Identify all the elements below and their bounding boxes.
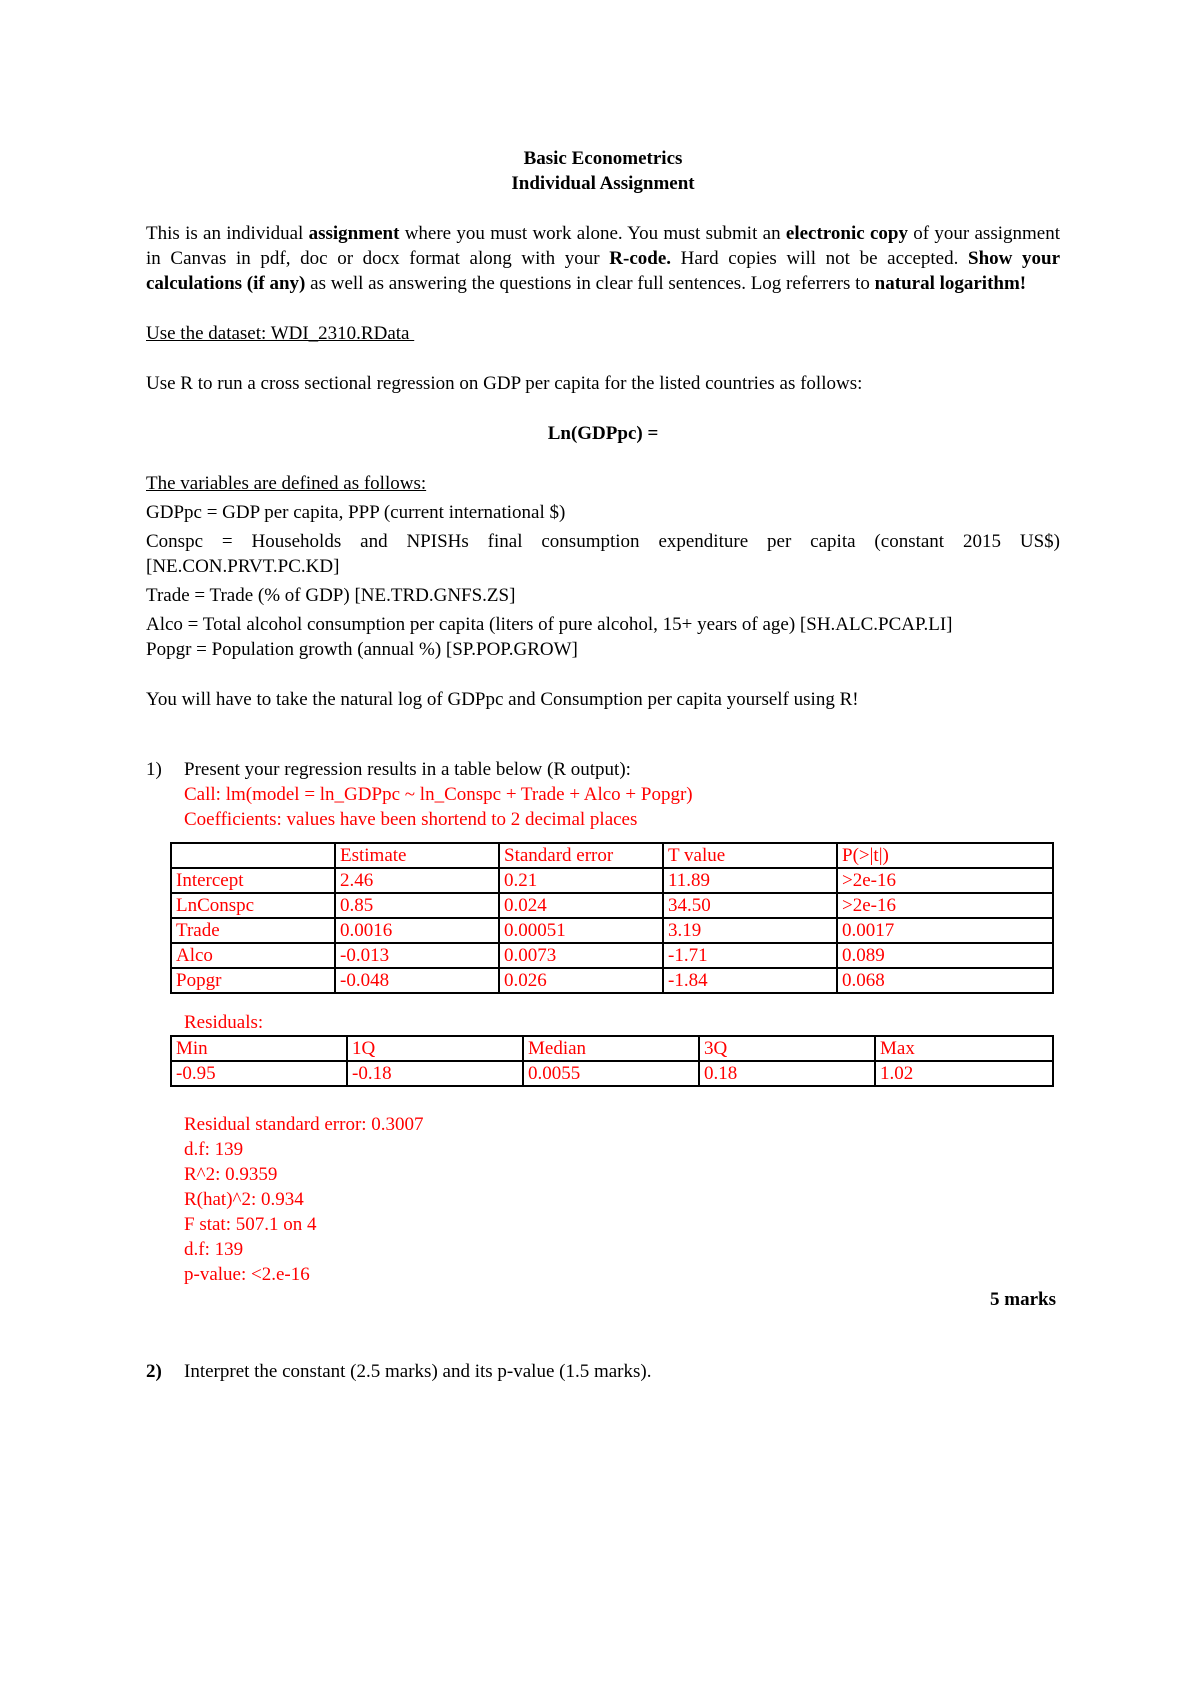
table-cell: 0.21: [499, 868, 663, 893]
table-header-cell: 1Q: [347, 1036, 523, 1061]
table-cell: 0.85: [335, 893, 499, 918]
residuals-label: Residuals:: [184, 1012, 264, 1033]
table-cell: 0.026: [499, 968, 663, 993]
table-row: [171, 918, 1053, 943]
dataset-line: Use the dataset: WDI_2310.RData: [146, 323, 415, 344]
table-header-cell: Median: [523, 1036, 699, 1061]
stat-line: R(hat)^2: 0.934: [184, 1189, 304, 1210]
table-row: [171, 968, 1053, 993]
table-cell: -0.048: [335, 968, 499, 993]
question-2-number: 2): [146, 1361, 162, 1382]
table-cell: 1.02: [875, 1061, 1053, 1086]
question-1: [146, 757, 1060, 832]
table-cell: LnConspc: [171, 893, 335, 918]
table-cell: 3.19: [663, 918, 837, 943]
table-row: [171, 893, 1053, 918]
table-cell: 0.0055: [523, 1061, 699, 1086]
regression-stats: [146, 1112, 1060, 1287]
table-cell: Intercept: [171, 868, 335, 893]
question-1-text: Present your regression results in a table below (R output):: [184, 759, 631, 780]
var-conspc: Conspc = Households and NPISHs final consumption expenditure per capita (constant 2015 US$) [NE.CON.PRVT.PC.KD]: [146, 531, 1060, 577]
table-header-row: [171, 843, 1053, 868]
table-header-cell: T value: [663, 843, 837, 868]
table-cell: -0.013: [335, 943, 499, 968]
table-cell: Popgr: [171, 968, 335, 993]
doc-subtitle: Individual Assignment: [511, 173, 695, 194]
var-trade: Trade = Trade (% of GDP) [NE.TRD.GNFS.ZS]: [146, 585, 516, 606]
table-cell: >2e-16: [837, 893, 1053, 918]
table-cell: 2.46: [335, 868, 499, 893]
regression-equation: Ln(GDPpc) =: [547, 423, 659, 444]
r-call: Call: lm(model = ln_GDPpc ~ ln_Conspc + Trade + Alco + Popgr): [184, 784, 693, 805]
stat-line: Residual standard error: 0.3007: [184, 1114, 424, 1135]
var-alco: Alco = Total alcohol consumption per capita (liters of pure alcohol, 15+ years of age) [SH.ALC.PCAP.LI]: [146, 614, 953, 635]
table-header-cell: [171, 843, 335, 868]
question-1-marks: 5 marks: [990, 1289, 1056, 1310]
table-header-cell: Max: [875, 1036, 1053, 1061]
table-row: [171, 1061, 1053, 1086]
question-2-text: Interpret the constant (2.5 marks) and its p-value (1.5 marks).: [184, 1361, 652, 1382]
table-cell: Alco: [171, 943, 335, 968]
table-header-cell: Min: [171, 1036, 347, 1061]
table-cell: 0.089: [837, 943, 1053, 968]
table-cell: 0.00051: [499, 918, 663, 943]
intro-paragraph: This is an individual assignment where you must work alone. You must submit an electronic copy of your assignment in Canvas in pdf, doc or docx format along with your R-code. Hard copies will not be accepted. Show your calculations (if any) as well as answering the questions in clear full sentences. Log referrers to natural logarithm!: [146, 223, 1060, 294]
stat-line: d.f: 139: [184, 1139, 244, 1160]
stat-line: p-value: <2.e-16: [184, 1264, 310, 1285]
table-cell: 0.18: [699, 1061, 875, 1086]
table-cell: 0.0073: [499, 943, 663, 968]
question-1-number: 1): [146, 759, 162, 780]
table-cell: 0.024: [499, 893, 663, 918]
table-header-cell: Estimate: [335, 843, 499, 868]
table-cell: 0.0017: [837, 918, 1053, 943]
regression-intro: Use R to run a cross sectional regression on GDP per capita for the listed countries as follows:: [146, 373, 863, 394]
residuals-table: [170, 1035, 1054, 1087]
table-row: [171, 868, 1053, 893]
table-cell: -1.84: [663, 968, 837, 993]
table-cell: -0.95: [171, 1061, 347, 1086]
stat-line: d.f: 139: [184, 1239, 244, 1260]
table-cell: 0.0016: [335, 918, 499, 943]
coef-note: Coefficients: values have been shortend to 2 decimal places: [184, 809, 638, 830]
table-cell: 11.89: [663, 868, 837, 893]
stat-line: F stat: 507.1 on 4: [184, 1214, 317, 1235]
table-header-cell: P(>|t|): [837, 843, 1053, 868]
doc-title: Basic Econometrics: [523, 148, 683, 169]
table-header-cell: 3Q: [699, 1036, 875, 1061]
var-popgr: Popgr = Population growth (annual %) [SP.POP.GROW]: [146, 639, 578, 660]
log-note: You will have to take the natural log of GDPpc and Consumption per capita yourself using R!: [146, 689, 859, 710]
document-body: [146, 146, 1060, 1384]
stat-line: R^2: 0.9359: [184, 1164, 278, 1185]
question-2: [146, 1359, 1060, 1384]
var-gdppc: GDPpc = GDP per capita, PPP (current international $): [146, 502, 566, 523]
table-cell: >2e-16: [837, 868, 1053, 893]
table-header-row: [171, 1036, 1053, 1061]
table-cell: Trade: [171, 918, 335, 943]
table-cell: 34.50: [663, 893, 837, 918]
table-cell: 0.068: [837, 968, 1053, 993]
coefficients-table: [170, 842, 1054, 994]
table-row: [171, 943, 1053, 968]
table-cell: -1.71: [663, 943, 837, 968]
variables-heading: The variables are defined as follows:: [146, 473, 427, 494]
table-header-cell: Standard error: [499, 843, 663, 868]
table-cell: -0.18: [347, 1061, 523, 1086]
